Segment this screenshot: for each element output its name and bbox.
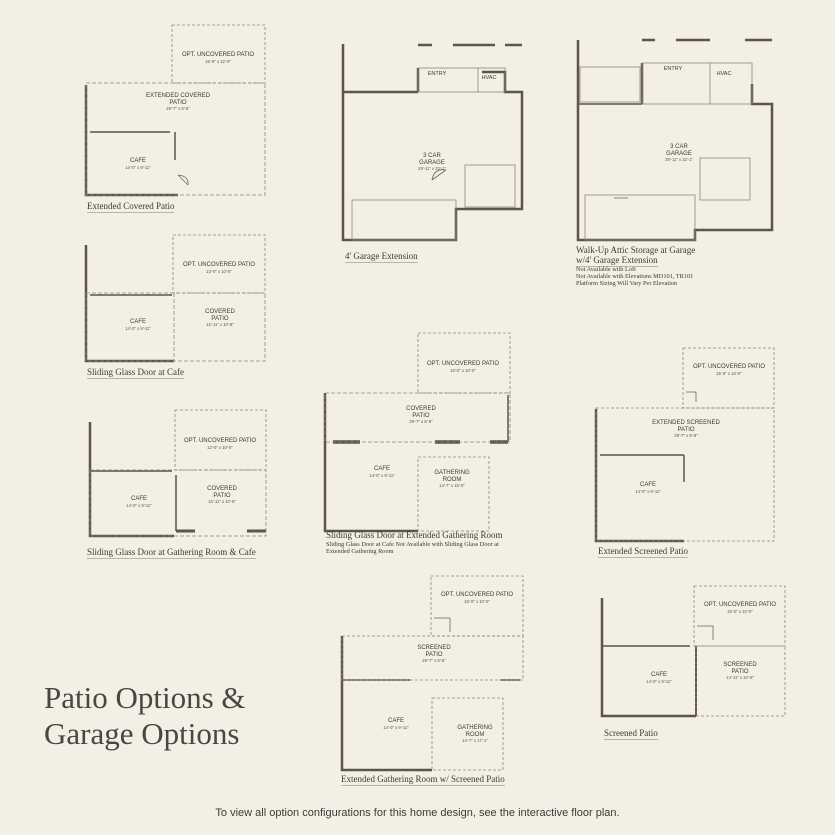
room-cafe-d: CAFE 14'-0" x 9'-11": [369, 466, 395, 478]
room-gathering-room: GATHERING ROOM 14'-7" x 15'-0": [434, 470, 470, 488]
room-garage-b: 3 CAR GARAGE 29'-11" x 22'-1": [665, 144, 693, 162]
room-opt-uncovered-patio-f: OPT. UNCOVERED PATIO 15'-0" x 10'-0": [440, 592, 514, 604]
caption-garage-extension: 4' Garage Extension: [345, 251, 418, 261]
caption-slider-extended-gathering-notes: Sliding Glass Door at Cafe Not Available with Sliding Glass Door at Extended Gathering Room: [326, 541, 499, 555]
room-opt-uncovered-patio: OPT. UNCOVERED PATIO 15'-8" x 12'-0": [181, 52, 255, 64]
room-entry-b: ENTRY: [663, 66, 683, 72]
room-hvac-b: HVAC: [716, 71, 732, 77]
room-garage: 3 CAR GARAGE 29'-11" x 22'-1": [418, 153, 446, 171]
room-screened-patio: SCREENED PATIO 29'-7" x 8'-8": [417, 645, 451, 663]
caption-slider-extended-gathering: Sliding Glass Door at Extended Gathering Room: [326, 530, 503, 540]
room-entry: ENTRY: [427, 71, 447, 77]
caption-screened-patio: Screened Patio: [604, 728, 658, 738]
caption-walk-up-attic: Walk-Up Attic Storage at Garage w/4' Garage Extension: [576, 245, 696, 265]
page-title: Patio Options & Garage Options: [44, 680, 246, 751]
room-covered-patio: COVERED PATIO 14'-11" x 10'-8": [205, 309, 235, 327]
room-hvac: HVAC: [481, 75, 497, 81]
room-opt-uncovered-patio-e: OPT. UNCOVERED PATIO 15'-8" x 10'-0": [692, 364, 766, 376]
room-cafe: CAFE 14'-0" x 9'-11": [125, 158, 151, 170]
room-opt-uncovered-patio-d: OPT. UNCOVERED PATIO 15'-0" x 10'-0": [426, 361, 500, 373]
room-cafe-c: CAFE 14'-0" x 9'-11": [126, 496, 152, 508]
room-opt-uncovered-patio-g: OPT. UNCOVERED PATIO 15'-0" x 10'-0": [703, 602, 777, 614]
room-cafe-b: CAFE 14'-0" x 9'-11": [125, 319, 151, 331]
caption-gathering-screened: Extended Gathering Room w/ Screened Patio: [341, 774, 505, 784]
room-cafe-e: CAFE 14'-0" x 9'-11": [635, 482, 661, 494]
room-opt-uncovered-patio-c: OPT. UNCOVERED PATIO 12'-0" x 10'-0": [183, 438, 257, 450]
caption-slider-cafe: Sliding Glass Door at Cafe: [87, 367, 184, 377]
room-cafe-f: CAFE 14'-0" x 9'-11": [383, 718, 409, 730]
footer-note: To view all option configurations for this home design, see the interactive floor plan.: [215, 807, 620, 819]
room-extended-screened-patio: EXTENDED SCREENED PATIO 29'-7" x 8'-8": [652, 420, 720, 438]
room-covered-patio-d: COVERED PATIO 29'-7" x 8'-8": [406, 406, 436, 424]
room-opt-uncovered-patio-b: OPT. UNCOVERED PATIO 13'-0" x 10'-0": [182, 262, 256, 274]
caption-extended-covered-patio: Extended Covered Patio: [87, 201, 175, 211]
caption-walk-up-attic-notes: Not Available with Loft Not Available with Elevations MD101, TR101 Platform Sizing Will Vary Per Elevation: [576, 266, 694, 287]
room-cafe-g: CAFE 14'-0" x 9'-11": [646, 672, 672, 684]
room-covered-patio-c: COVERED PATIO 14'-11" x 10'-8": [207, 486, 237, 504]
caption-slider-gathering-cafe: Sliding Glass Door at Gathering Room & Cafe: [87, 547, 256, 557]
room-gathering-room-b: GATHERING ROOM 14'-7" x 17'-1": [457, 725, 493, 743]
room-extended-covered-patio: EXTENDED COVERED PATIO 29'-7" x 8'-8": [145, 93, 211, 111]
caption-extended-screened-patio: Extended Screened Patio: [598, 546, 688, 556]
room-screened-patio-b: SCREENED PATIO 14'-11" x 10'-8": [723, 662, 757, 680]
